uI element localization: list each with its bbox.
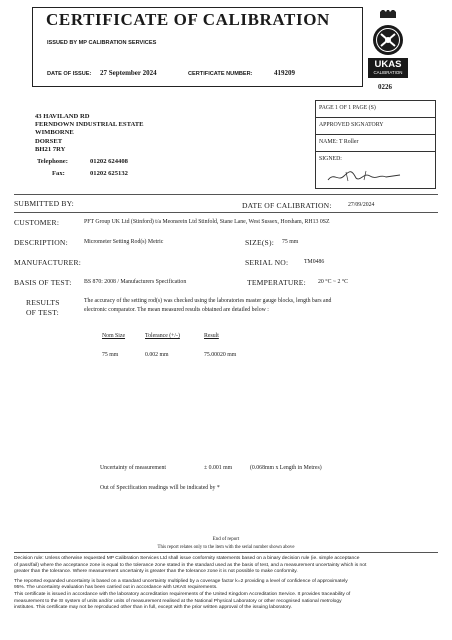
date-of-issue-label: DATE OF ISSUE: — [47, 71, 92, 77]
ukas-text: UKAS — [374, 59, 402, 70]
results-text: The accuracy of the setting rod(s) was checked using the laboratories master gauge blocks, length bars and — [84, 298, 332, 304]
fax-label: Fax: — [52, 170, 65, 177]
footer-line: This certificate is issued in accordance with the laboratory accreditation requirements of the United Kingdom Accreditation Service. It provides traceability of — [14, 591, 351, 597]
signatory-name: NAME: T Roller — [316, 135, 435, 152]
certificate-title: CERTIFICATE OF CALIBRATION — [46, 10, 330, 29]
address-line: BH21 7RY — [35, 145, 66, 153]
issued-by: ISSUED BY MP CALIBRATION SERVICES — [47, 40, 157, 46]
signature-icon — [326, 166, 406, 186]
results-cell: 75.00020 mm — [204, 352, 237, 358]
results-header-tolerance: Tolerance (+/-) — [145, 333, 180, 339]
description-value: Micrometer Setting Rod(s) Metric — [84, 239, 164, 245]
customer-label: CUSTOMER: — [14, 218, 60, 227]
results-cell: 75 mm — [102, 352, 119, 358]
reproduction-note: This report relates only to the item with the serial number shown above — [157, 545, 295, 550]
ukas-sub: CALIBRATION — [373, 70, 403, 75]
submitted-by-label: SUBMITTED BY: — [14, 199, 74, 208]
approval-box — [315, 100, 436, 189]
divider — [14, 212, 438, 213]
date-of-issue: 27 September 2024 — [100, 69, 157, 77]
sizes-value: 75 mm — [282, 239, 299, 245]
uncertainty-label: Uncertainty of measurement — [100, 465, 166, 471]
manufacturer-label: MANUFACTURER: — [14, 258, 82, 267]
serial-label: SERIAL NO: — [245, 258, 289, 267]
footer-line: institutes. This certificate may not be reproduced other than in full, except with the prior written approval of the issuing laboratory. — [14, 605, 292, 611]
date-of-calibration-label: DATE OF CALIBRATION: — [242, 201, 332, 210]
lab-address — [35, 113, 144, 154]
out-of-spec-note: Out of Specification readings will be indicated by * — [100, 485, 220, 491]
sizes-label: SIZE(S): — [245, 238, 275, 247]
telephone-number: 01202 624408 — [90, 158, 128, 165]
address-line: FERNDOWN INDUSTRIAL ESTATE — [35, 121, 144, 129]
ukas-logo — [368, 10, 408, 80]
address-line: DORSET — [35, 137, 63, 145]
results-header-nominal: Nom Size — [102, 333, 126, 339]
telephone-label: Telephone: — [37, 158, 68, 165]
results-text: electronic comparator. The mean measured results obtained are detailed below : — [84, 307, 269, 313]
fax-number: 01202 625132 — [90, 170, 128, 177]
footer-line: greater than the tolerance. Where measurement uncertainty is greater than the tolerance zone it is not possible to make conformity. — [14, 569, 298, 575]
footer-line: 95%. The uncertainty evaluation has been carried out in accordance with UKAS requirements. — [14, 585, 218, 591]
signature-area — [316, 166, 435, 188]
footer-notes — [14, 556, 438, 612]
basis-label: BASIS OF TEST: — [14, 278, 72, 287]
certificate-number-label: CERTIFICATE NUMBER: — [188, 71, 253, 77]
address-line: 43 HAVILAND RD — [35, 113, 90, 120]
footer-line: The reported expanded uncertainty is based on a standard uncertainty multiplied by a coverage factor k=2 providing a level of confidence of approximately — [14, 578, 348, 584]
basis-value: BS 870: 2008 / Manufacturers Specification — [84, 279, 187, 285]
footer-line: Decision rule: Unless otherwise requested MP Calibration Services Ltd shall issue conformity statements based on a binary decision rule (ie. simple acceptance — [14, 556, 360, 561]
signed-label: SIGNED: — [319, 156, 342, 162]
temperature-value: 20 °C ~ 2 °C — [318, 279, 348, 285]
results-label: OF TEST: — [26, 308, 59, 317]
ukas-lab-number: 0226 — [378, 83, 392, 91]
results-header-result: Result — [204, 333, 219, 339]
end-of-report: End of report — [212, 537, 240, 542]
description-label: DESCRIPTION: — [14, 238, 68, 247]
footer-line: measurement to the SI system of units and/or units of measurement realised at the National Physical Laboratory or other recognised national metrology — [14, 598, 342, 604]
date-of-calibration: 27/09/2024 — [348, 202, 375, 208]
uncertainty-value: ± 0.001 mm — [204, 465, 233, 471]
divider — [14, 194, 438, 195]
certificate-number: 419209 — [274, 69, 295, 77]
uncertainty-formula: (0.068mm x Length in Metres) — [250, 465, 322, 471]
temperature-label: TEMPERATURE: — [247, 278, 306, 287]
customer-value: PFT Group UK Ltd (Stinford) t/a Meonsrein Ltd Stinfold, Stane Lane, West Sussex, Horsham, RH13 0SZ — [84, 219, 330, 225]
results-label: RESULTS — [26, 298, 60, 307]
results-cell: 0.002 mm — [145, 352, 169, 358]
serial-value: TM0486 — [304, 259, 325, 265]
approved-signatory: APPROVED SIGNATORY — [316, 118, 435, 135]
footer-line: of pass/fail) where the acceptance zone is equal to the tolerance zone stated in the standard used as the basis of test, and a measurement uncertainty which is not — [14, 562, 367, 568]
page-count: PAGE 1 OF 1 PAGE (S) — [316, 101, 435, 118]
divider — [14, 552, 438, 553]
address-line: WIMBORNE — [35, 129, 74, 137]
